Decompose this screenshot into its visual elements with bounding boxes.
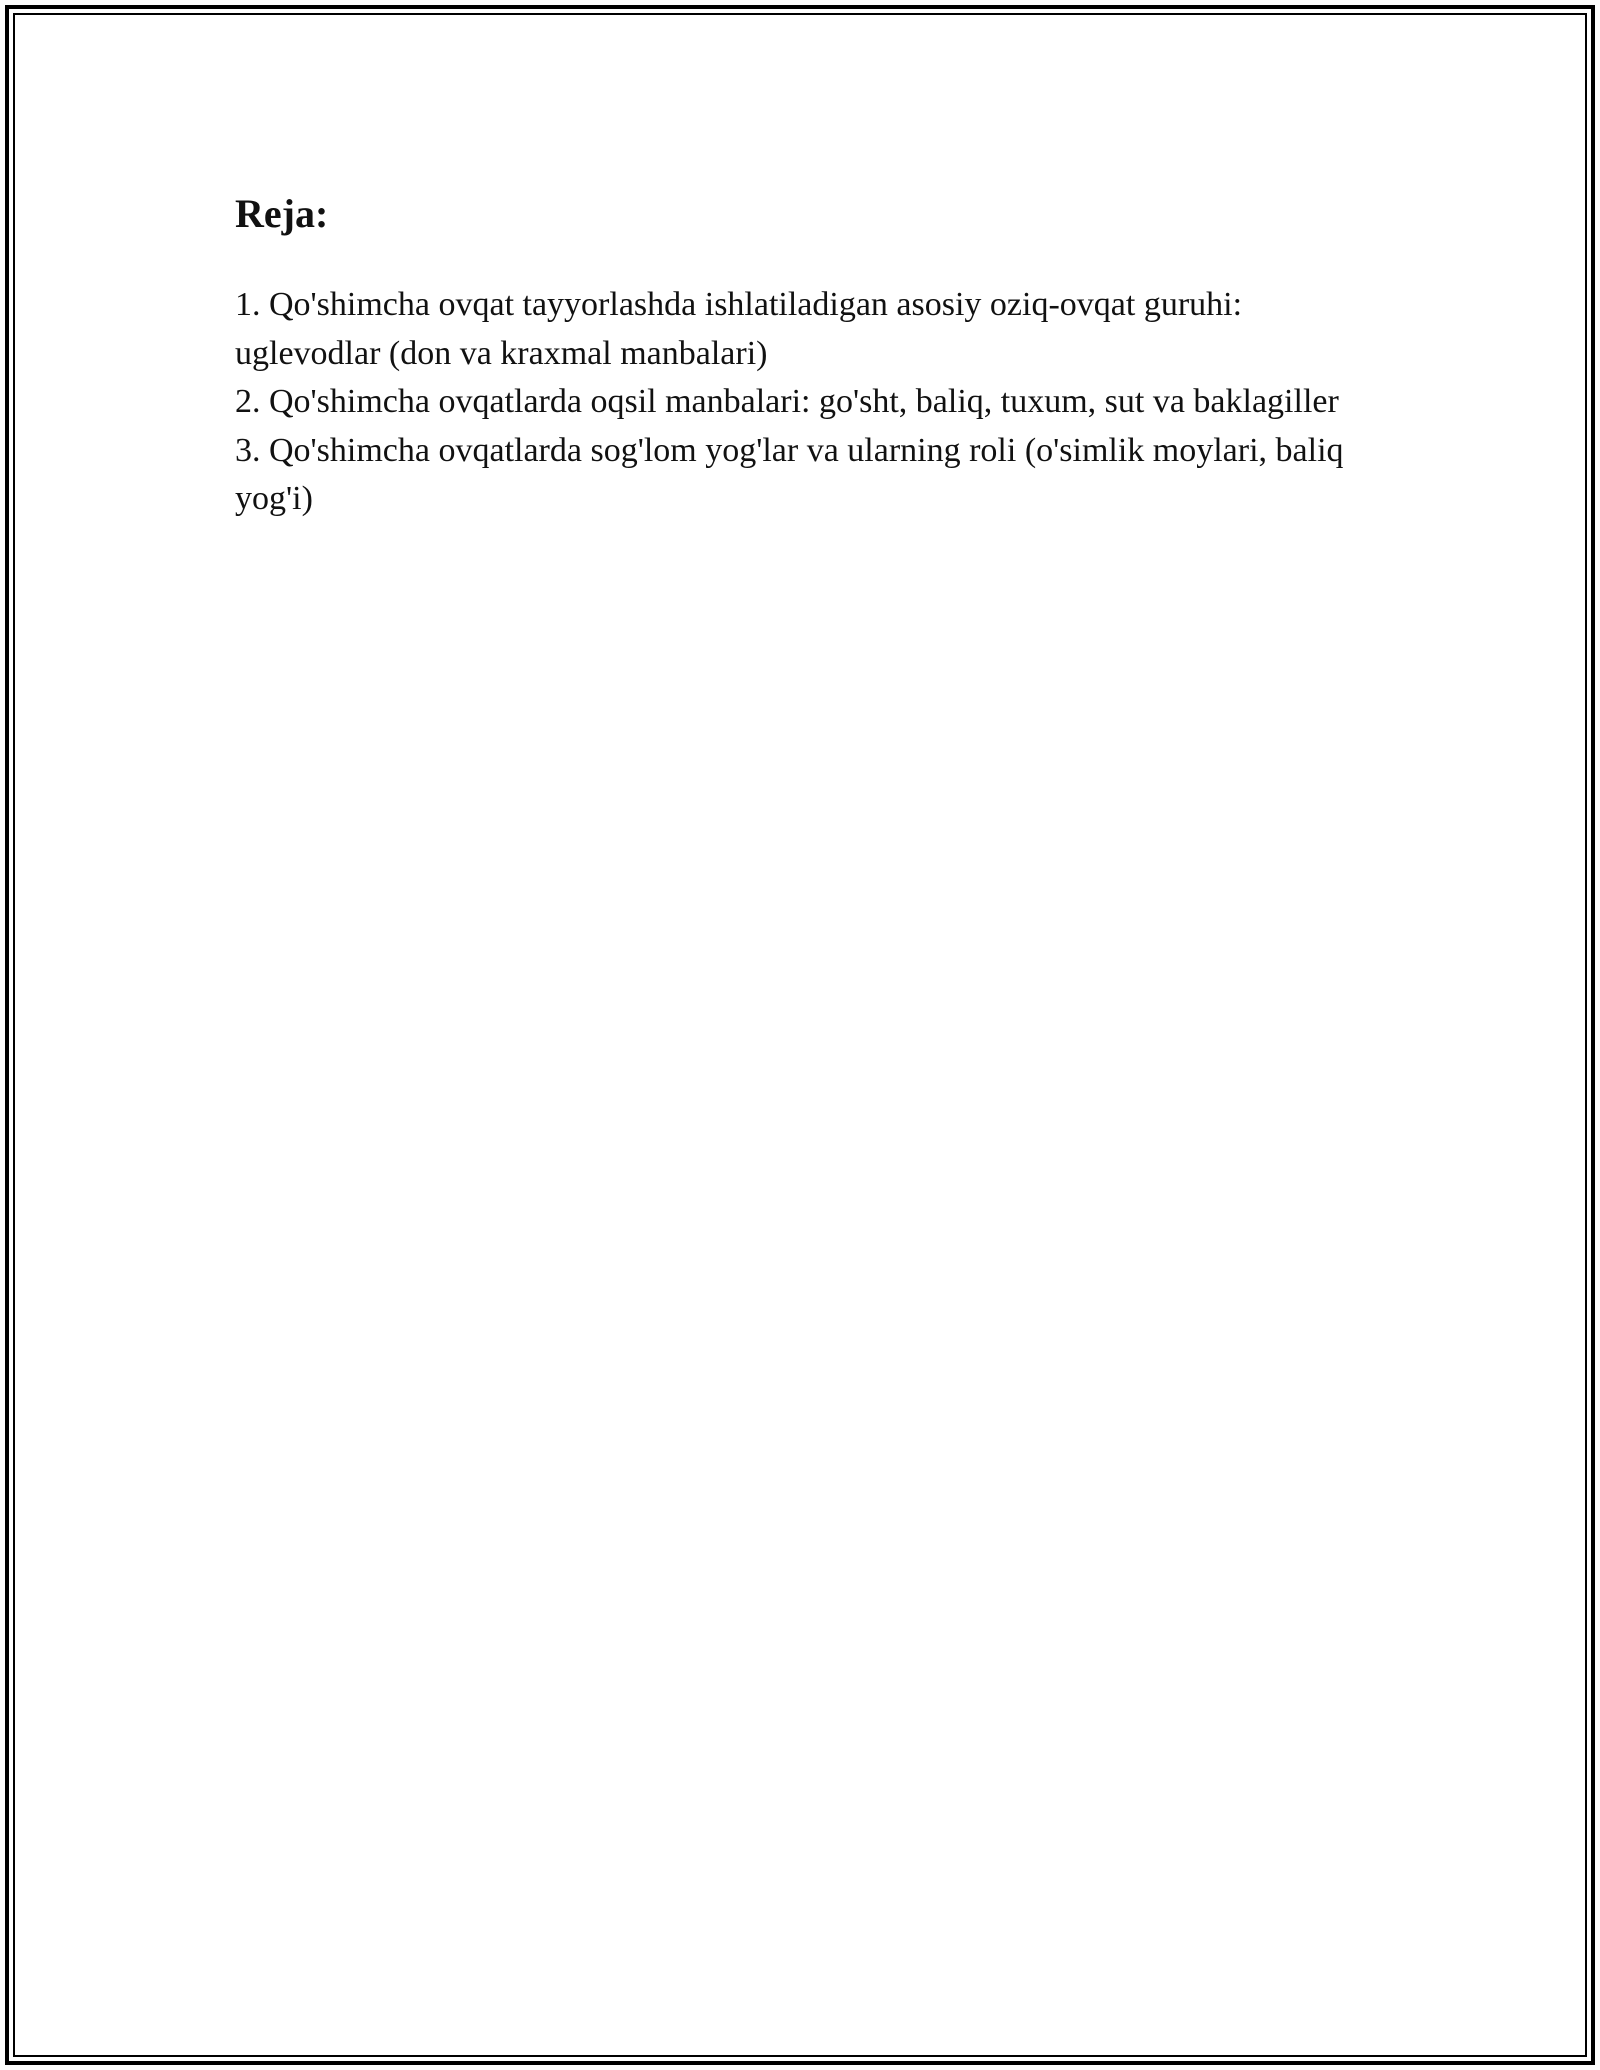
plan-list — [235, 281, 1375, 524]
plan-item-1: 1. Qo'shimcha ovqat tayyorlashda ishlatiladigan asosiy oziq-ovqat guruhi: uglevodlar (don va kraxmal manbalari) — [235, 286, 1243, 372]
plan-item-2: 2. Qo'shimcha ovqatlarda oqsil manbalari: go'sht, baliq, tuxum, sut va baklagiller — [235, 383, 1339, 420]
document-content — [235, 185, 1375, 524]
plan-title: Reja: — [235, 191, 329, 236]
plan-item-3: 3. Qo'shimcha ovqatlarda sog'lom yog'lar va ularning roli (o'simlik moylari, baliq yog'i) — [235, 431, 1344, 517]
